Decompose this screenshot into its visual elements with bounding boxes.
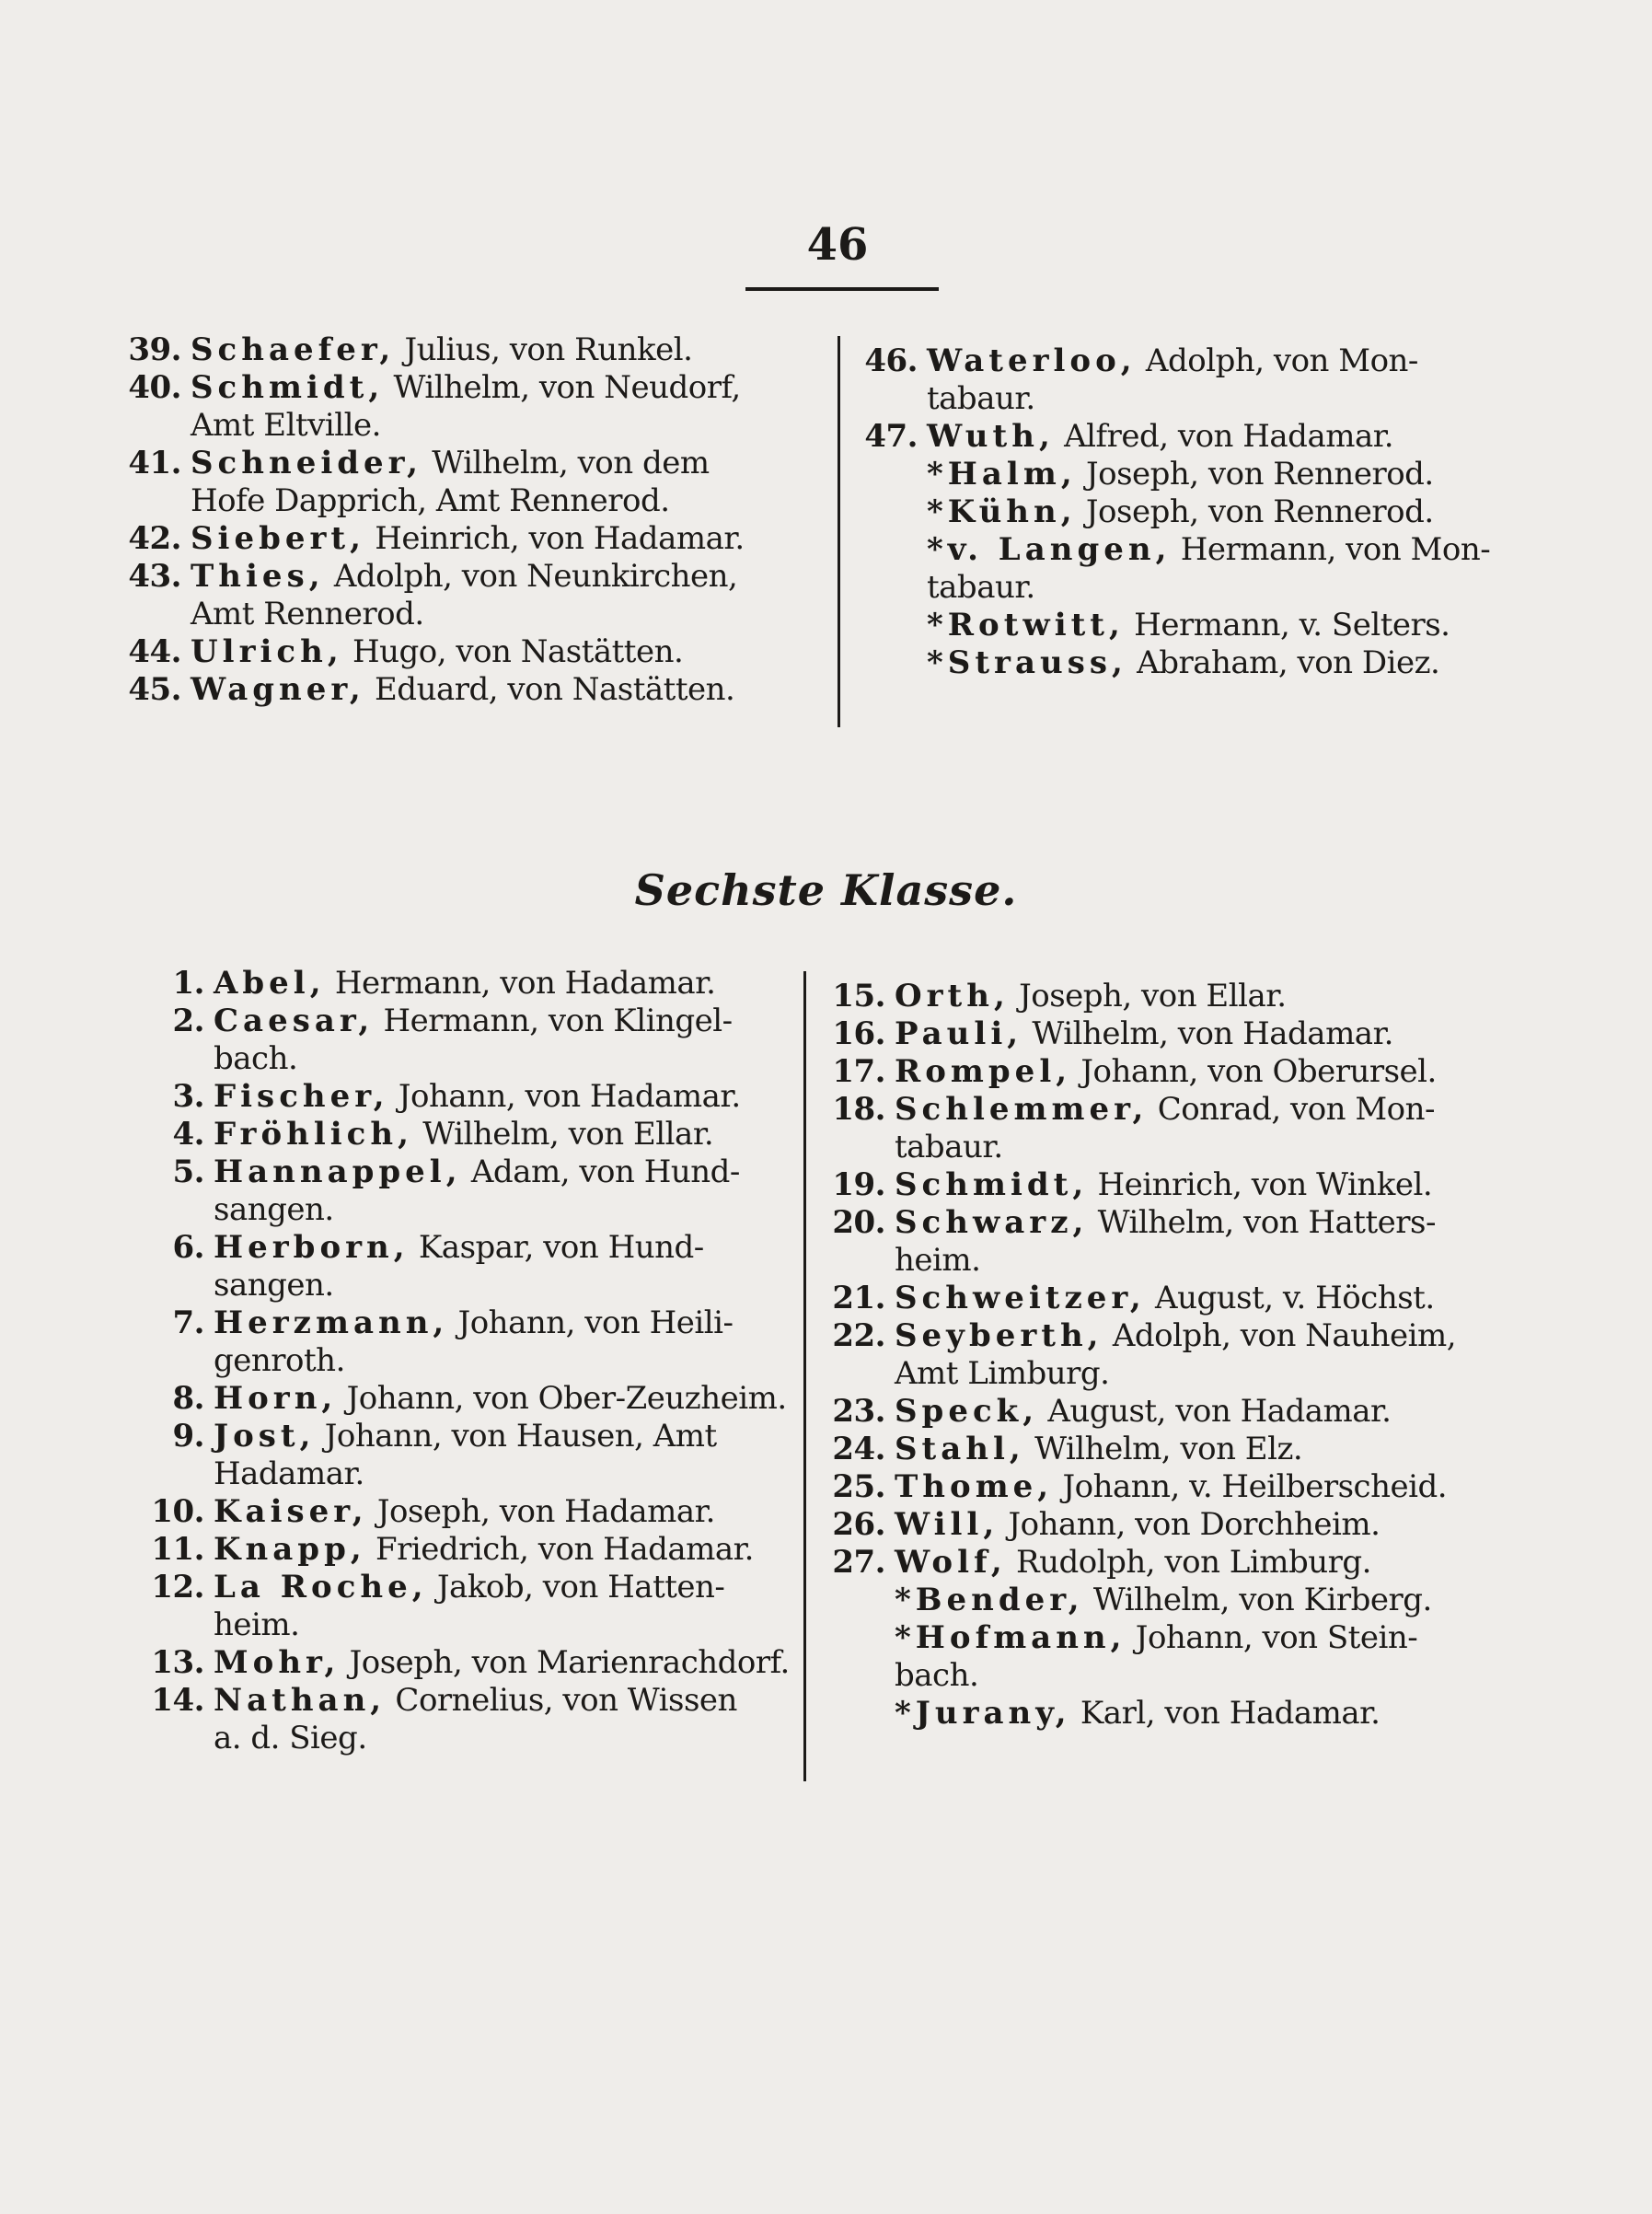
- entry-number: 41.: [128, 445, 181, 481]
- entry-details: Julius, von Runkel.: [395, 331, 693, 368]
- entry-details: Wilhelm, von Hadamar.: [1022, 1015, 1393, 1052]
- entry-surname: *Hofmann,: [895, 1619, 1126, 1656]
- entry-surname: *Halm,: [927, 456, 1077, 493]
- list-item: [147, 965, 791, 1003]
- list-item: [828, 1091, 1491, 1166]
- list-item: [828, 1166, 1491, 1204]
- entry-details: Hermann, von Hadamar.: [325, 965, 716, 1002]
- list-item: [124, 369, 824, 445]
- entry-surname: Pauli,: [895, 1015, 1023, 1052]
- entry-surname: Fröhlich,: [214, 1116, 413, 1153]
- entry-details: Adam, von Hund-: [461, 1153, 740, 1190]
- list-item: [147, 1418, 791, 1493]
- entry-number: 45.: [128, 671, 181, 708]
- entry-surname: Wagner,: [191, 671, 365, 708]
- entry-details: Johann, von Dorchheim.: [999, 1506, 1381, 1543]
- list-item: [828, 1619, 1491, 1695]
- entry-surname: *Strauss,: [927, 644, 1127, 681]
- entry-surname: Wuth,: [927, 418, 1055, 455]
- entry-surname: La Roche,: [214, 1569, 428, 1605]
- entry-number: 20.: [832, 1204, 885, 1241]
- entry-details: Conrad, von Mon-: [1148, 1091, 1436, 1128]
- entry-number: 8.: [172, 1380, 204, 1417]
- entry-number: 44.: [128, 633, 181, 670]
- list-item: [147, 1380, 791, 1418]
- entry-details: Johann, von Oberursel.: [1071, 1053, 1437, 1090]
- list-item: [124, 671, 824, 709]
- page-number: 46: [806, 219, 869, 271]
- entry-details: Adolph, von Nauheim,: [1103, 1317, 1457, 1354]
- list-item: [828, 1468, 1491, 1506]
- entry-details: August, v. Höchst.: [1145, 1280, 1435, 1316]
- list-item: [861, 493, 1486, 531]
- entry-surname: Herzmann,: [214, 1304, 449, 1341]
- entry-continuation: tabaur.: [895, 1129, 1003, 1165]
- entry-number: 43.: [128, 558, 181, 595]
- header-rule: [745, 287, 939, 291]
- entry-continuation: sangen.: [214, 1191, 334, 1228]
- entry-number: 21.: [832, 1280, 885, 1316]
- entry-surname: Orth,: [895, 978, 1010, 1014]
- entry-details: Wilhelm, von Neudorf,: [384, 369, 741, 406]
- entry-number: 11.: [151, 1531, 204, 1568]
- entry-details: Adolph, von Mon-: [1136, 342, 1418, 379]
- entry-surname: Schweitzer,: [895, 1280, 1146, 1316]
- entry-continuation: Hadamar.: [214, 1455, 364, 1492]
- entry-number: 12.: [151, 1569, 204, 1605]
- entry-details: Heinrich, von Winkel.: [1088, 1166, 1433, 1203]
- entry-number: 40.: [128, 369, 181, 406]
- list-item: [828, 1393, 1491, 1431]
- column-divider-bottom: [803, 971, 806, 1781]
- entry-number: 15.: [832, 978, 885, 1014]
- list-item: [861, 607, 1486, 644]
- entry-number: 18.: [832, 1091, 885, 1128]
- entry-continuation: tabaur.: [927, 569, 1035, 606]
- entry-number: 3.: [172, 1078, 204, 1115]
- entry-surname: Rompel,: [895, 1053, 1072, 1090]
- entry-surname: *Bender,: [895, 1582, 1084, 1618]
- entry-number: 26.: [832, 1506, 885, 1543]
- entry-number: 25.: [832, 1468, 885, 1505]
- bottom-right-column: [828, 978, 1491, 1733]
- entry-details: Hermann, von Mon-: [1171, 531, 1491, 568]
- list-item: [828, 1582, 1491, 1619]
- entry-surname: *Rotwitt,: [927, 607, 1125, 643]
- entry-continuation: heim.: [214, 1606, 300, 1643]
- entry-surname: Waterloo,: [927, 342, 1137, 379]
- entry-number: 27.: [832, 1544, 885, 1581]
- entry-details: Eduard, von Nastätten.: [364, 671, 735, 708]
- list-item: [828, 1431, 1491, 1468]
- list-item: [147, 1003, 791, 1078]
- list-item: [147, 1493, 791, 1531]
- entry-surname: Kaiser,: [214, 1493, 368, 1530]
- entry-surname: Horn,: [214, 1380, 338, 1417]
- entry-number: 4.: [172, 1116, 204, 1153]
- list-item: [828, 1506, 1491, 1544]
- entry-details: Johann, von Hausen, Amt: [315, 1418, 717, 1455]
- entry-continuation: tabaur.: [927, 380, 1035, 417]
- list-item: [828, 1544, 1491, 1582]
- entry-surname: Schmidt,: [895, 1166, 1089, 1203]
- entry-surname: *Jurany,: [895, 1695, 1071, 1732]
- entry-number: 46.: [864, 342, 918, 379]
- entry-surname: Thome,: [895, 1468, 1054, 1505]
- list-item: [147, 1682, 791, 1757]
- entry-number: 6.: [172, 1229, 204, 1266]
- entry-surname: Schneider,: [191, 445, 422, 481]
- entry-surname: Fischer,: [214, 1078, 389, 1115]
- list-item: [124, 331, 824, 369]
- entry-number: 1.: [172, 965, 204, 1002]
- entry-details: Joseph, von Hadamar.: [367, 1493, 715, 1530]
- list-item: [147, 1531, 791, 1569]
- top-right-column: [861, 342, 1491, 682]
- list-item: [147, 1229, 791, 1304]
- entry-details: Cornelius, von Wissen: [386, 1682, 737, 1719]
- entry-surname: Siebert,: [191, 520, 365, 557]
- list-item: [828, 1695, 1491, 1733]
- entry-details: Wilhelm, von Hatters-: [1088, 1204, 1436, 1241]
- entry-surname: Schmidt,: [191, 369, 385, 406]
- entry-details: Joseph, von Ellar.: [1009, 978, 1287, 1014]
- entry-details: Wilhelm, von dem: [422, 445, 710, 481]
- entry-details: Abraham, von Diez.: [1126, 644, 1440, 681]
- list-item: [828, 1204, 1491, 1280]
- entry-details: Johann, v. Heilberscheid.: [1053, 1468, 1448, 1505]
- entry-surname: Hannappel,: [214, 1153, 462, 1190]
- entry-number: 10.: [151, 1493, 204, 1530]
- entry-number: 47.: [864, 418, 918, 455]
- entry-details: Joseph, von Rennerod.: [1076, 493, 1434, 530]
- entry-surname: Caesar,: [214, 1003, 375, 1039]
- entry-surname: Seyberth,: [895, 1317, 1103, 1354]
- entry-surname: Knapp,: [214, 1531, 366, 1568]
- entry-number: 24.: [832, 1431, 885, 1467]
- entry-continuation: genroth.: [214, 1342, 345, 1379]
- entry-number: 17.: [832, 1053, 885, 1090]
- entry-details: Adolph, von Neunkirchen,: [324, 558, 738, 595]
- entry-details: Wilhelm, von Ellar.: [412, 1116, 714, 1153]
- list-item: [124, 445, 824, 520]
- entry-continuation: bach.: [214, 1040, 298, 1077]
- entry-number: 39.: [128, 331, 181, 368]
- entry-details: Joseph, von Rennerod.: [1076, 456, 1434, 493]
- entry-surname: Jost,: [214, 1418, 316, 1455]
- list-item: [147, 1569, 791, 1644]
- list-item: [147, 1153, 791, 1229]
- list-item: [828, 1280, 1491, 1317]
- entry-details: Friedrich, von Hadamar.: [365, 1531, 754, 1568]
- entry-details: August, von Hadamar.: [1038, 1393, 1392, 1430]
- entry-number: 22.: [832, 1317, 885, 1354]
- list-item: [828, 978, 1491, 1015]
- list-item: [147, 1644, 791, 1682]
- top-left-column: [124, 331, 824, 709]
- entry-number: 13.: [151, 1644, 204, 1681]
- list-item: [828, 1015, 1491, 1053]
- entry-details: Hermann, von Klingel-: [374, 1003, 733, 1039]
- entry-surname: Abel,: [214, 965, 326, 1002]
- list-item: [861, 418, 1486, 456]
- entry-number: 23.: [832, 1393, 885, 1430]
- entry-surname: Wolf,: [895, 1544, 1007, 1581]
- entry-details: Heinrich, von Hadamar.: [364, 520, 745, 557]
- list-item: [861, 644, 1486, 682]
- bottom-left-column: [147, 965, 791, 1757]
- entry-number: 2.: [172, 1003, 204, 1039]
- entry-surname: Thies,: [191, 558, 325, 595]
- entry-details: Wilhelm, von Kirberg.: [1083, 1582, 1432, 1618]
- entry-details: Alfred, von Hadamar.: [1054, 418, 1394, 455]
- entry-details: Wilhelm, von Elz.: [1024, 1431, 1303, 1467]
- entry-details: Hermann, v. Selters.: [1124, 607, 1450, 643]
- list-item: [124, 520, 824, 558]
- entry-surname: Stahl,: [895, 1431, 1025, 1467]
- entry-number: 9.: [172, 1418, 204, 1455]
- column-divider-top: [838, 336, 840, 727]
- entry-number: 7.: [172, 1304, 204, 1341]
- entry-surname: *Kühn,: [927, 493, 1077, 530]
- entry-surname: Ulrich,: [191, 633, 343, 670]
- list-item: [861, 531, 1491, 607]
- entry-continuation: bach.: [895, 1657, 979, 1694]
- entry-details: Johann, von Stein-: [1126, 1619, 1418, 1656]
- entry-number: 5.: [172, 1153, 204, 1190]
- entry-surname: Nathan,: [214, 1682, 387, 1719]
- entry-surname: Schlemmer,: [895, 1091, 1149, 1128]
- entry-surname: Schwarz,: [895, 1204, 1089, 1241]
- list-item: [147, 1078, 791, 1116]
- entry-details: Karl, von Hadamar.: [1070, 1695, 1381, 1732]
- entry-number: 42.: [128, 520, 181, 557]
- list-item: [124, 558, 824, 633]
- list-item: [124, 633, 824, 671]
- entry-continuation: Amt Limburg.: [895, 1355, 1110, 1392]
- entry-details: Johann, von Ober-Zeuzheim.: [337, 1380, 787, 1417]
- entry-continuation: Amt Rennerod.: [191, 596, 424, 632]
- entry-continuation: Amt Eltville.: [191, 407, 381, 444]
- entry-surname: Herborn,: [214, 1229, 410, 1266]
- entry-continuation: heim.: [895, 1242, 981, 1279]
- list-item: [861, 456, 1486, 493]
- entry-surname: Will,: [895, 1506, 999, 1543]
- entry-number: 14.: [151, 1682, 204, 1719]
- entry-continuation: sangen.: [214, 1267, 334, 1304]
- entry-surname: *v. Langen,: [927, 531, 1172, 568]
- entry-continuation: Hofe Dapprich, Amt Rennerod.: [191, 482, 670, 519]
- entry-details: Rudolph, von Limburg.: [1006, 1544, 1371, 1581]
- list-item: [861, 342, 1486, 418]
- entry-surname: Mohr,: [214, 1644, 341, 1681]
- entry-number: 19.: [832, 1166, 885, 1203]
- section-heading: Sechste Klasse.: [634, 865, 1018, 915]
- entry-details: Johann, von Hadamar.: [388, 1078, 741, 1115]
- entry-surname: Speck,: [895, 1393, 1039, 1430]
- entry-details: Joseph, von Marienrachdorf.: [340, 1644, 790, 1681]
- list-item: [147, 1304, 791, 1380]
- list-item: [147, 1116, 791, 1153]
- entry-surname: Schaefer,: [191, 331, 396, 368]
- entry-details: Kaspar, von Hund-: [409, 1229, 704, 1266]
- entry-number: 16.: [832, 1015, 885, 1052]
- entry-details: Jakob, von Hatten-: [427, 1569, 725, 1605]
- list-item: [828, 1317, 1491, 1393]
- entry-details: Johann, von Heili-: [448, 1304, 734, 1341]
- list-item: [828, 1053, 1491, 1091]
- entry-continuation: a. d. Sieg.: [214, 1720, 367, 1756]
- entry-details: Hugo, von Nastätten.: [342, 633, 684, 670]
